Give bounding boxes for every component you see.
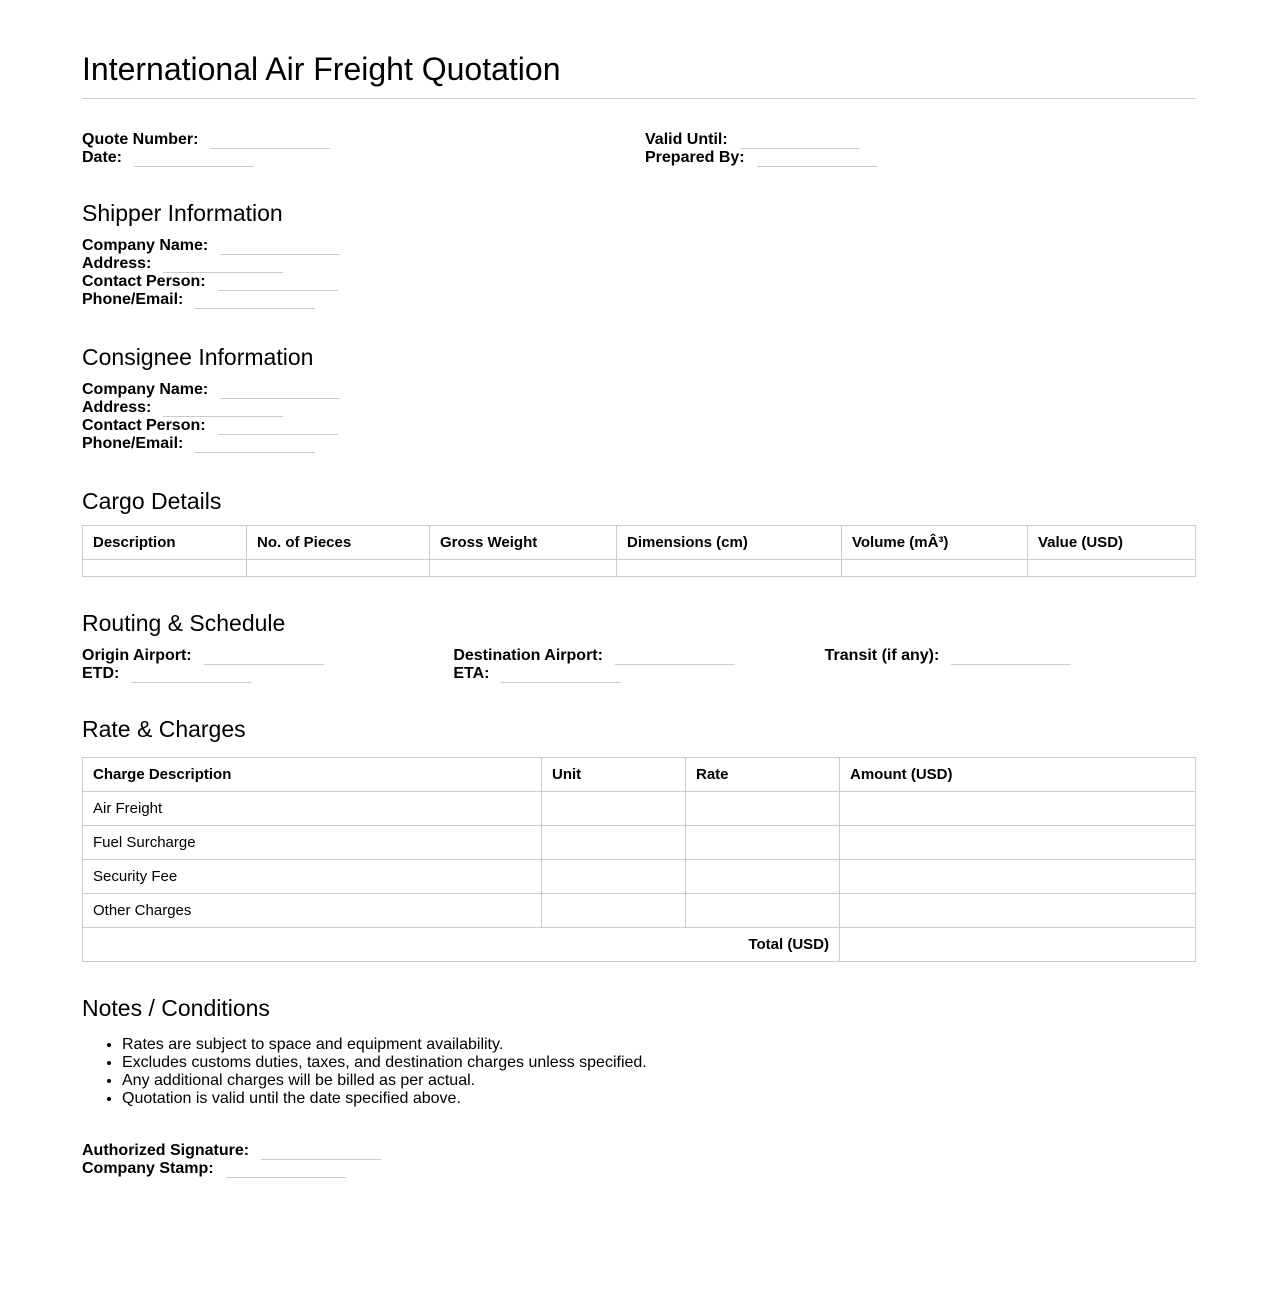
- blank-line: [615, 652, 735, 665]
- table-row: [83, 826, 1196, 860]
- table-cell[interactable]: [840, 792, 1196, 826]
- blank-line: [195, 296, 315, 309]
- shipper-section: [82, 199, 1196, 309]
- column-header: Charge Description: [83, 758, 542, 792]
- blank-line: [740, 136, 860, 149]
- table-row: [83, 792, 1196, 826]
- label: Prepared By:: [645, 149, 745, 166]
- table-row: [83, 860, 1196, 894]
- blank-line: [163, 260, 283, 273]
- table-header-row: [83, 526, 1196, 560]
- label: Destination Airport:: [453, 647, 603, 664]
- list-item: • Quotation is valid until the date specified above.: [122, 1090, 1196, 1108]
- label: Phone/Email:: [82, 435, 184, 452]
- list-item: • Any additional charges will be billed as per actual.: [122, 1072, 1196, 1090]
- total-amount-cell[interactable]: [840, 928, 1196, 962]
- column-header: Unit: [542, 758, 686, 792]
- blank-line: [757, 154, 877, 167]
- table-cell[interactable]: [430, 560, 617, 577]
- section-heading: Rate & Charges: [82, 716, 246, 742]
- valid-until-field[interactable]: [645, 131, 1196, 149]
- label: Company Name:: [82, 237, 209, 254]
- notes-section: [82, 994, 1196, 1108]
- consignee-section: [82, 343, 1196, 453]
- table-cell[interactable]: [83, 560, 247, 577]
- quote-number-field[interactable]: [82, 131, 633, 149]
- table-cell[interactable]: [1028, 560, 1196, 577]
- shipper-company-field[interactable]: [82, 237, 1196, 255]
- date-field[interactable]: [82, 149, 633, 167]
- label: Contact Person:: [82, 417, 206, 434]
- table-cell[interactable]: [840, 826, 1196, 860]
- blank-line: [226, 1165, 346, 1178]
- label: Authorized Signature:: [82, 1142, 250, 1159]
- blank-line: [134, 154, 254, 167]
- routing-section: [82, 609, 1196, 683]
- label: Valid Until:: [645, 131, 728, 148]
- transit-field[interactable]: [825, 647, 1196, 665]
- label: ETD:: [82, 665, 120, 682]
- shipper-contact-field[interactable]: [82, 273, 1196, 291]
- blank-line: [204, 652, 324, 665]
- blank-line: [163, 404, 283, 417]
- rates-table: [82, 757, 1196, 962]
- charge-description: Security Fee: [83, 860, 542, 894]
- table-cell[interactable]: [617, 560, 842, 577]
- prepared-by-field[interactable]: [645, 149, 1196, 167]
- notes-list: [82, 1036, 1196, 1108]
- table-header-row: [83, 758, 1196, 792]
- table-cell[interactable]: [247, 560, 430, 577]
- table-cell[interactable]: [542, 792, 686, 826]
- label: Contact Person:: [82, 273, 206, 290]
- label: Address:: [82, 399, 152, 416]
- section-heading: Consignee Information: [82, 344, 314, 370]
- column-header: Volume (mÂ³): [842, 526, 1028, 560]
- column-header: Gross Weight: [430, 526, 617, 560]
- charge-description: Other Charges: [83, 894, 542, 928]
- label: Date:: [82, 149, 123, 166]
- section-heading: Cargo Details: [82, 488, 222, 514]
- table-cell[interactable]: [542, 826, 686, 860]
- table-cell[interactable]: [840, 860, 1196, 894]
- charge-description: Fuel Surcharge: [83, 826, 542, 860]
- origin-airport-field[interactable]: [82, 647, 453, 665]
- consignee-address-field[interactable]: [82, 399, 1196, 417]
- table-cell[interactable]: [542, 860, 686, 894]
- list-item: • Rates are subject to space and equipment availability.: [122, 1036, 1196, 1054]
- charge-description: Air Freight: [83, 792, 542, 826]
- section-heading: Notes / Conditions: [82, 995, 270, 1021]
- rates-section: [82, 715, 1196, 962]
- consignee-phone-field[interactable]: [82, 435, 1196, 453]
- label: Quote Number:: [82, 131, 199, 148]
- consignee-contact-field[interactable]: [82, 417, 1196, 435]
- blank-line: [261, 1147, 381, 1160]
- etd-field[interactable]: [82, 665, 453, 683]
- table-cell[interactable]: [686, 860, 840, 894]
- page-title: International Air Freight Quotation: [82, 50, 1196, 99]
- authorized-signature-field[interactable]: [82, 1142, 1196, 1160]
- blank-line: [195, 440, 315, 453]
- blank-line: [951, 652, 1071, 665]
- company-stamp-field[interactable]: [82, 1160, 1196, 1178]
- label: Company Stamp:: [82, 1160, 214, 1177]
- blank-line: [218, 422, 338, 435]
- blank-line: [220, 386, 340, 399]
- cargo-table: [82, 525, 1196, 577]
- signature-section: [82, 1142, 1196, 1178]
- total-label: Total (USD): [83, 928, 840, 962]
- column-header: Value (USD): [1028, 526, 1196, 560]
- destination-airport-field[interactable]: [453, 647, 824, 665]
- table-cell[interactable]: [842, 560, 1028, 577]
- section-heading: Shipper Information: [82, 200, 283, 226]
- blank-line: [210, 136, 330, 149]
- shipper-phone-field[interactable]: [82, 291, 1196, 309]
- label: Address:: [82, 255, 152, 272]
- eta-field[interactable]: [453, 665, 824, 683]
- column-header: Amount (USD): [840, 758, 1196, 792]
- column-header: Rate: [686, 758, 840, 792]
- list-item: • Excludes customs duties, taxes, and destination charges unless specified.: [122, 1054, 1196, 1072]
- blank-line: [131, 670, 251, 683]
- blank-line: [501, 670, 621, 683]
- label: ETA:: [453, 665, 490, 682]
- shipper-address-field[interactable]: [82, 255, 1196, 273]
- table-cell[interactable]: [686, 894, 840, 928]
- blank-line: [220, 242, 340, 255]
- label: Company Name:: [82, 381, 209, 398]
- column-header: No. of Pieces: [247, 526, 430, 560]
- cargo-section: [82, 487, 1196, 577]
- blank-line: [218, 278, 338, 291]
- label: Origin Airport:: [82, 647, 192, 664]
- consignee-company-field[interactable]: [82, 381, 1196, 399]
- quotation-page: [82, 0, 1196, 1178]
- label: Transit (if any):: [824, 647, 940, 664]
- section-heading: Routing & Schedule: [82, 610, 286, 636]
- label: Phone/Email:: [82, 291, 184, 308]
- table-row: [83, 894, 1196, 928]
- table-cell[interactable]: [686, 792, 840, 826]
- total-row: [83, 928, 1196, 962]
- quote-header: [82, 131, 1196, 167]
- column-header: Description: [83, 526, 247, 560]
- column-header: Dimensions (cm): [617, 526, 842, 560]
- table-cell[interactable]: [542, 894, 686, 928]
- table-cell[interactable]: [686, 826, 840, 860]
- table-cell[interactable]: [840, 894, 1196, 928]
- table-row: [83, 560, 1196, 577]
